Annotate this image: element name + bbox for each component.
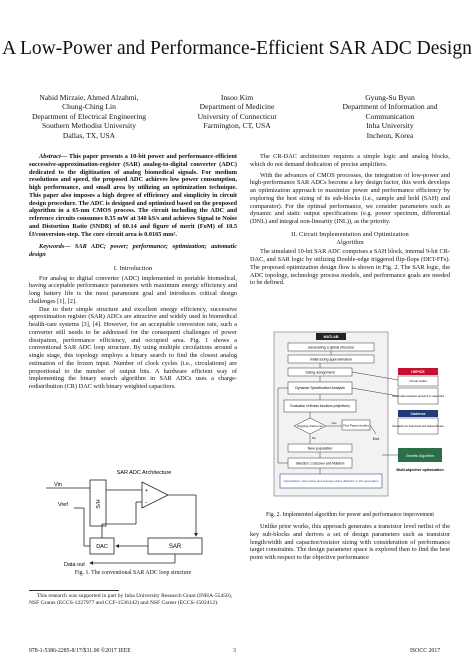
fig1-dataout-label: Data out	[64, 562, 85, 568]
fig1-sh-label: S/H	[96, 499, 102, 509]
keywords: Keywords— SAR ADC; power; performance; optimization; automatic design	[29, 243, 237, 258]
fig1-vin-label: Vin	[54, 482, 62, 488]
flow-step-label: Sizing assignment	[305, 370, 335, 375]
fig2-flowchart	[270, 330, 450, 510]
right-column-bottom	[250, 523, 450, 562]
author-name: Insoo Kim	[220, 93, 254, 102]
author-line: University of Connecticut	[197, 111, 277, 121]
footer-conference: ISOCC 2017	[410, 648, 441, 654]
fig1-caption: Fig. 1. The conventional SAR ADC loop structure	[74, 570, 192, 576]
ga-label: Genetic Algorithm	[405, 454, 435, 458]
hspice-netlist-label: Circuit netlist	[409, 379, 427, 383]
author-line: Inha University	[366, 121, 414, 131]
section-heading: I. Introduction	[113, 264, 153, 272]
author-block-1	[14, 93, 164, 140]
footer-isbn: 978-1-5386-2285-8/17/$31.00 ©2017 IEEE	[29, 648, 131, 654]
moo-label: Multi-objective optimization	[396, 468, 444, 472]
paragraph: Unlike prior works, this approach generates a transistor level netlist of the key sub-blocks and derives a set of design parameters such as transistor length/width and capacitor/resistor sizing with consideration of performance target constraints. The design parameter space is explored then to find the best point with respect to the objective performance	[250, 523, 450, 561]
author-line: Communication	[365, 111, 415, 121]
author-line: Incheon, Korea	[366, 130, 414, 140]
section-heading: II. Circuit Implementation and Optimization	[291, 230, 409, 238]
flow-step-label: New population	[307, 446, 333, 451]
paragraph: With the advances of CMOS processes, the integration of low-power and high-performance SAR ADCs become a key design factor, this work develops an optimization approach to maximize power and performance efficiency by exploring the best sizing of its sub-blocks (i.e., sample and hold (SAH) and comparator). For the optimal performance, we consider parameters such as dynamic and static output specifications (e.g. power spectrum, differential (DNL) and integral non-linearity (INL)), as the priority.	[250, 171, 450, 225]
author-line: Department of Medicine	[199, 102, 275, 112]
pareto-label: Find Pareto frontier	[343, 423, 369, 428]
abstract	[29, 153, 237, 238]
flow-step-label: Selection, Crossover and Mutation	[295, 461, 345, 466]
author-line: Chung-Ching Lin	[62, 102, 116, 112]
abstract-text: This paper presents a 10-bit power and performance-efficient successive-approximation-register (SAR) analog-to-digital converter (ADC) dedicated to the digitization of analog biomedical signals. For medium resolutions and speed, the proposed ADC achieves low power consumption, high performance, and small area by utilizing an optimization technique. This paper also imposes a high degree of efficiency and simplicity in circuit design procedure. The ADC is designed and optimized based on the proposed algorithm in a 65-nm CMOS process. The circuit including the ADC and reference circuits consumes 0.35 mW at 340 kS/s and achieves Signal to Noise and Distortion Ratio (SNDR) of 60.14 and figure of merit (FoM) of 10.5 fJ/conversion-step. The core circuit area is 0.0165 mm².	[29, 153, 237, 238]
paper-title: A Low-Power and Performance-Efficient SAR ADC Design	[2, 38, 472, 59]
paragraph: The simulated 10-bit SAR ADC comprises a SAH block, internal 9-bit CR-DAC, and SAR logic by utilizing Double-edge triggered flip-flops (DET-FFs). The proposed optimization design flow is shown in Fig. 2. The SAR logic, the ADC topology, technology process models, and performance goals are needed to be defined.	[250, 248, 450, 287]
author-block-2	[170, 93, 304, 131]
paragraph: Due to their simple structure and excellent energy efficiency, successive approximation register (SAR) ADCs are attractive and widely used in biomedical health-care systems [3], [4]. However, for an acceptable conversion rate, such a converter still needs to be addressed for the consequent challenges of power dissipation, performance efficiency, and occupied area. Fig. 1 shows a conventional SAR ADC loop structure. By using multiple circulations around a single stage, this topology employs a binary search to find the closest analog estimation of the frozen input. Number of clock cycles (i.e., circulations) are proportional to the number of output bits. A hardware efficient way of implementing the binary search algorithm in SAR ADCs uses a charge-redistribution (CR) DAC with binary weighted capacitors.	[29, 305, 237, 390]
flow-step-label: Dynamic Specification Analysis	[295, 386, 345, 390]
footnote: This research was supported in part by Inha University Research Grant (INHA-55450), NSF Grants (ECCS-1227977 and CCF-1536142) and NSF Career (ECCS-1502412).	[29, 593, 233, 606]
flow-step-label: Optimization, best sizing and average sizing definition in this generation	[283, 479, 379, 483]
cadence-label: Cadence	[410, 412, 426, 417]
matlab-label: MATLAB	[323, 335, 339, 339]
fig1-sar-label: SAR	[168, 544, 182, 550]
author-name: Nahid Mirzaie, Ahmed Alzahmi,	[39, 93, 139, 102]
plus-glyph: +	[145, 488, 148, 494]
paragraph: For analog to digital converter (ADC) implemented in portable biomedical, having acceptable performance parameters with maximum energy efficiency and long battery life is the most paramount goal and introduces critical design challenges [1], [2].	[29, 274, 237, 305]
right-column	[250, 153, 450, 287]
minus-glyph: −	[145, 500, 148, 506]
section-heading: Algorithm	[336, 238, 364, 246]
fig2-caption: Fig. 2. Implemented algorithm for power and performance improvement	[265, 512, 435, 518]
fig1-title: SAR ADC Architecture	[116, 470, 172, 476]
paragraph: The CR-DAC architecture requires a simple logic and analog blocks, which do not demand dedication of precise amplifiers.	[250, 153, 450, 168]
footer-page-number: 3	[233, 648, 236, 654]
author-line: Southern Methodist University	[41, 121, 137, 131]
author-name: Gyung-Su Byun	[365, 93, 415, 102]
flow-step-label: Generating a global structure	[307, 345, 355, 350]
cadence-sim-label: Simulation on final circuit with desired fitness	[392, 425, 444, 428]
abstract-lead: Abstract—	[39, 153, 67, 160]
left-column	[29, 153, 237, 391]
fig1-vref-label: Vref	[58, 502, 68, 508]
yes-label: Yes	[331, 421, 337, 425]
author-line: Department of Information and	[342, 102, 438, 112]
stop-label: Stopping criteria met	[297, 424, 323, 428]
end-label: End	[372, 437, 380, 441]
flow-step-label: Initial sizing approximation	[309, 357, 353, 362]
hspice-label: HSPICE	[411, 370, 425, 375]
author-line: Farmington, CT, USA	[203, 121, 271, 131]
footnote-rule	[29, 590, 119, 591]
fig1-sar-adc-diagram	[44, 468, 224, 568]
hspice-output-label: Output data extraction and print in output files	[391, 395, 445, 398]
author-line: Department of Electrical Engineering	[31, 111, 147, 121]
flow-step-label: Evaluation of fitness functions (objectives)	[290, 404, 350, 408]
author-line: Dallas, TX, USA	[62, 130, 116, 140]
fig1-dac-label: DAC	[96, 544, 108, 550]
no-label: No	[312, 436, 316, 440]
author-block-3	[318, 93, 462, 140]
